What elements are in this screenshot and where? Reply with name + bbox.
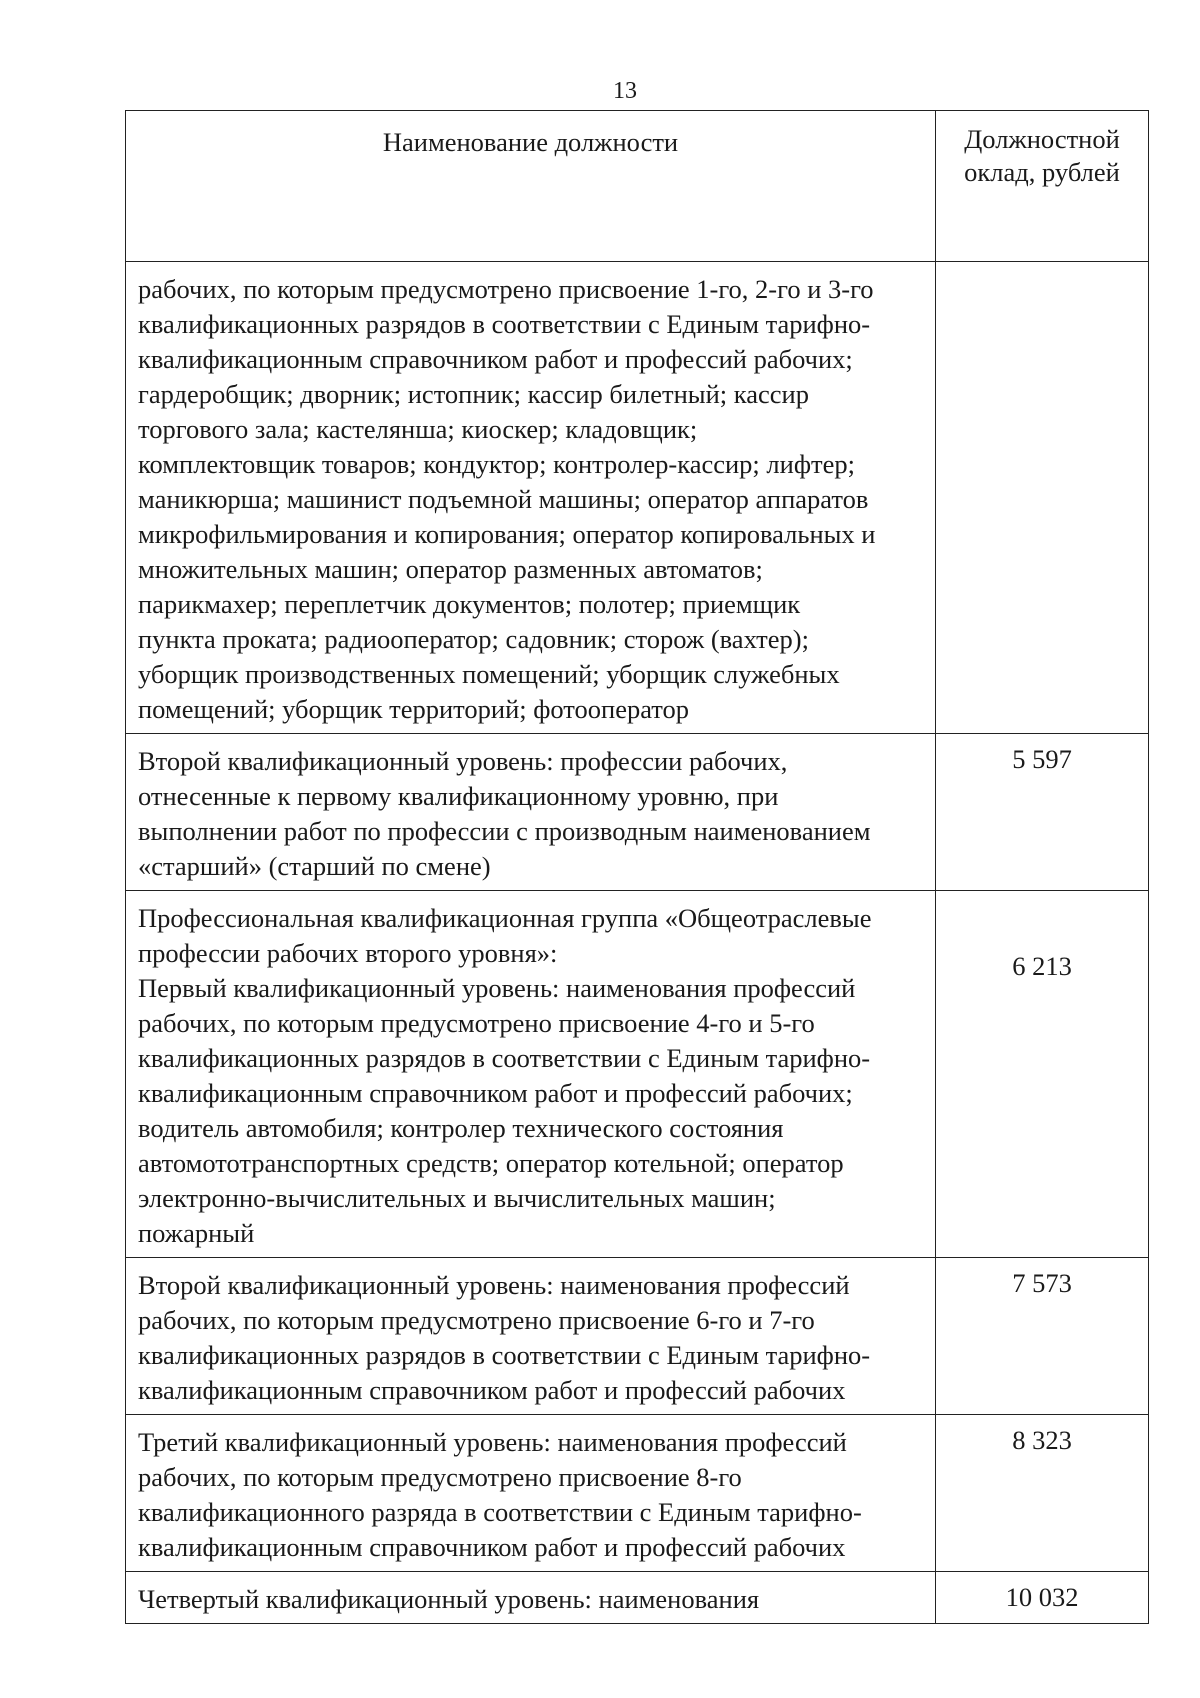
text-line: выполнении работ по профессии с производным наименованием [138,816,871,846]
text-line: Третий квалификационный уровень: наименования профессий [138,1427,847,1457]
text-line: квалификационного разряда в соответствии с Единым тарифно- [138,1497,862,1527]
text-line: помещений; уборщик территорий; фотооператор [138,694,690,724]
position-cell [126,1258,936,1415]
position-cell [126,1572,936,1624]
text-line: рабочих, по которым предусмотрено присвоение 8-го [138,1462,742,1492]
text-line: Четвертый квалификационный уровень: наименования [138,1584,760,1614]
header-salary-line: оклад, рублей [964,157,1120,187]
salary-cell: 7 573 [936,1258,1149,1415]
table-row [126,734,1149,891]
text-line: квалификационных разрядов в соответствии с Единым тарифно- [138,309,871,339]
text-line: электронно-вычислительных и вычислительных машин; [138,1183,776,1213]
position-cell [126,1415,936,1572]
text-line: Первый квалификационный уровень: наименования профессий [138,973,856,1003]
salary-cell: 8 323 [936,1415,1149,1572]
table-row [126,891,1149,1258]
table-row [126,1572,1149,1624]
text-line: микрофильмирования и копирования; оператор копировальных и [138,519,876,549]
text-line: квалификационным справочником работ и профессий рабочих; [138,1078,853,1108]
salary-value: 6 213 [1012,951,1072,981]
text-line: отнесенные к первому квалификационному уровню, при [138,781,779,811]
text-line: профессии рабочих второго уровня»: [138,938,558,968]
text-line: «старший» (старший по смене) [138,851,491,881]
text-line: квалификационным справочником работ и профессий рабочих; [138,344,853,374]
text-line: квалификационным справочником работ и профессий рабочих [138,1375,846,1405]
header-salary-line: Должностной [964,124,1120,154]
text-line: автомототранспортных средств; оператор котельной; оператор [138,1148,844,1178]
text-line: рабочих, по которым предусмотрено присвоение 1-го, 2-го и 3-го [138,274,874,304]
text-line: Второй квалификационный уровень: наименования профессий [138,1270,850,1300]
text-line: множительных машин; оператор разменных автоматов; [138,554,763,584]
text-line: пожарный [138,1218,255,1248]
text-line: уборщик производственных помещений; уборщик служебных [138,659,840,689]
text-line: квалификационным справочником работ и профессий рабочих [138,1532,846,1562]
position-cell [126,734,936,891]
text-line: Профессиональная квалификационная группа «Общеотраслевые [138,903,872,933]
text-line: торгового зала; кастелянша; киоскер; кладовщик; [138,414,698,444]
text-line: рабочих, по которым предусмотрено присвоение 6-го и 7-го [138,1305,815,1335]
text-line: водитель автомобиля; контролер технического состояния [138,1113,784,1143]
text-line: пункта проката; радиооператор; садовник; сторож (вахтер); [138,624,809,654]
table-row [126,262,1149,734]
text-line: квалификационных разрядов в соответствии с Единым тарифно- [138,1340,871,1370]
salary-cell [936,891,1149,1258]
header-position-name: Наименование должности [126,111,936,262]
page-number: 13 [613,78,637,104]
text-line: комплектовщик товаров; кондуктор; контролер-кассир; лифтер; [138,449,855,479]
text-line: квалификационных разрядов в соответствии с Единым тарифно- [138,1043,871,1073]
table-row [126,1258,1149,1415]
salary-cell [936,262,1149,734]
salary-cell: 5 597 [936,734,1149,891]
position-cell [126,262,936,734]
table-header-row [126,111,1149,262]
salary-cell: 10 032 [936,1572,1149,1624]
spacer [937,899,1147,949]
header-salary [936,111,1149,262]
salary-table [125,110,1149,1624]
text-line: рабочих, по которым предусмотрено присвоение 4-го и 5-го [138,1008,815,1038]
table-row [126,1415,1149,1572]
text-line: маникюрша; машинист подъемной машины; оператор аппаратов [138,484,869,514]
text-line: Второй квалификационный уровень: профессии рабочих, [138,746,788,776]
text-line: парикмахер; переплетчик документов; полотер; приемщик [138,589,801,619]
text-line: гардеробщик; дворник; истопник; кассир билетный; кассир [138,379,809,409]
position-cell [126,891,936,1258]
